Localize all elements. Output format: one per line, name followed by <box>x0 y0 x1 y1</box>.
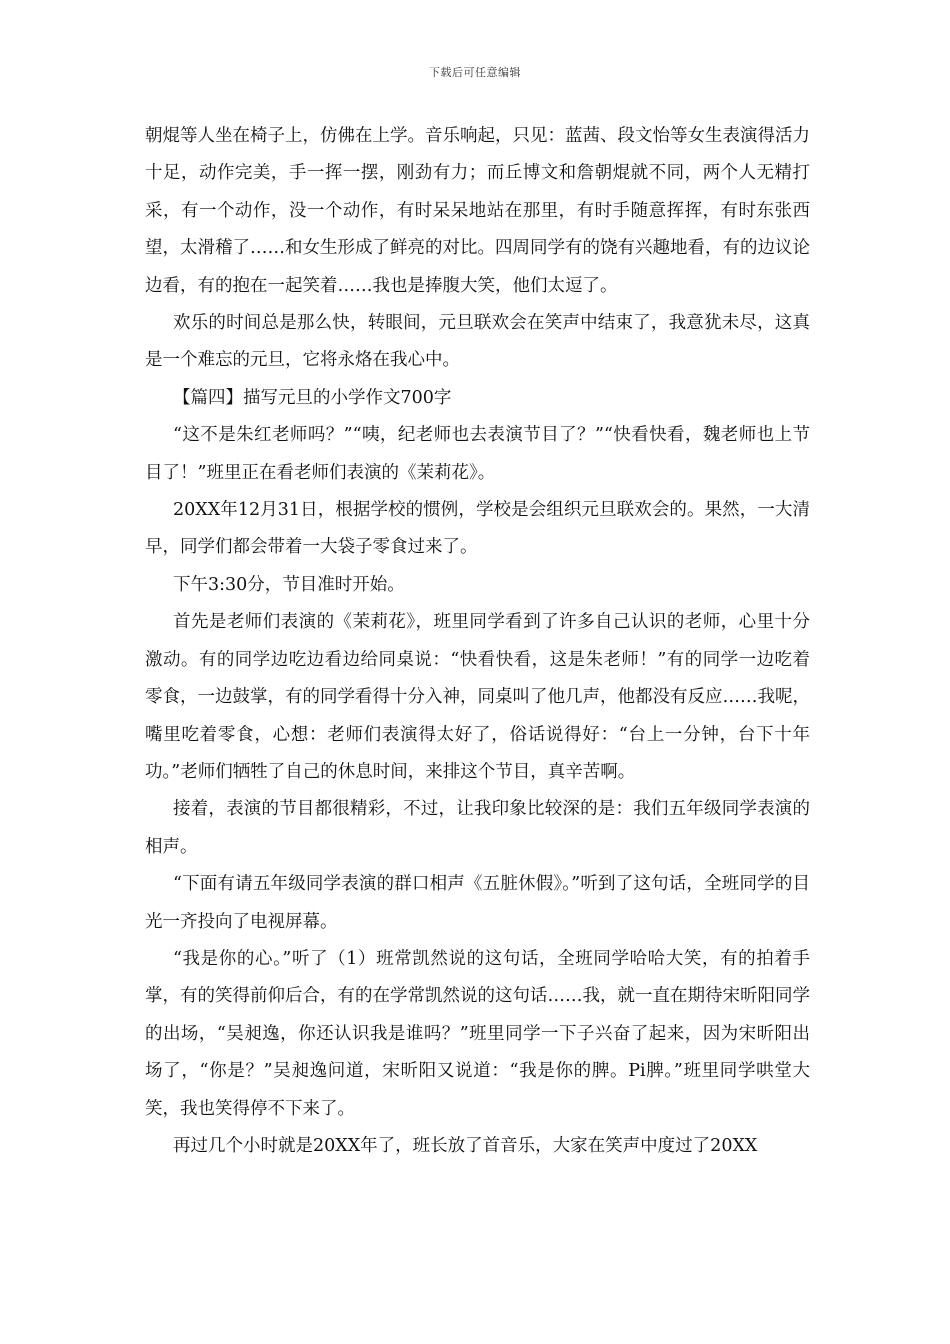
heading-label: 篇四 <box>190 387 226 408</box>
heading-bracket-close: 】 <box>225 387 243 408</box>
paragraph: “这不是朱红老师吗？”“咦，纪老师也去表演节目了？”“快看快看，魏老师也上节目了！”班里正在看老师们表演的《茉莉花》。 <box>145 425 810 483</box>
heading-title: 描写元旦的小学作文700字 <box>243 387 452 408</box>
section-heading <box>145 380 810 417</box>
paragraph: 接着，表演的节目都很精彩，不过，让我印象比较深的是：我们五年级同学表演的相声。 <box>145 799 810 857</box>
heading-bracket-open: 【 <box>173 387 191 408</box>
paragraph: 再过几个小时就是20XX年了，班长放了首音乐，大家在笑声中度过了20XX <box>173 1135 758 1156</box>
paragraph: 首先是老师们表演的《茉莉花》，班里同学看到了许多自己认识的老师，心里十分激动。有的同学边吃边看边给同桌说：“快看快看，这是朱老师！”有的同学一边吃着零食，一边鼓掌，有的同学看得十分入神，同桌叫了他几声，他都没有反应……我呢，嘴里吃着零食，心想：老师们表演得太好了，俗话说得好：“台上一分钟，台下十年功。”老师们牺牲了自己的休息时间，来排这个节目，真辛苦啊。 <box>145 612 810 782</box>
paragraph: 欢乐的时间总是那么快，转眼间，元旦联欢会在笑声中结束了，我意犹未尽，这真是一个难忘的元旦，它将永烙在我心中。 <box>145 313 810 371</box>
paragraph: “我是你的心。”听了（1）班常凯然说的这句话，全班同学哈哈大笑，有的拍着手掌，有的笑得前仰后合，有的在学常凯然说的这句话……我，就一直在期待宋昕阳同学的出场，“吴昶逸，你还认识我是谁吗？”班里同学一下子兴奋了起来，因为宋昕阳出场了，“你是？”吴昶逸问道，宋昕阳又说道：“我是你的脾。Pi脾。”班里同学哄堂大笑，我也笑得停不下来了。 <box>145 948 810 1119</box>
page-header: 下载后可任意编辑 <box>429 66 521 79</box>
paragraph: 朝焜等人坐在椅子上，仿佛在上学。音乐响起，只见：蓝茜、段文怡等女生表演得活力十足，动作完美，手一挥一摆，刚劲有力；而丘博文和詹朝焜就不同，两个人无精打采，有一个动作，没一个动作，有时呆呆地站在那里，有时手随意挥挥，有时东张西望，太滑稽了……和女生形成了鲜亮的对比。四周同学有的饶有兴趣地看，有的边议论边看，有的抱在一起笑着……我也是捧腹大笑，他们太逗了。 <box>145 126 810 296</box>
paragraph: “下面有请五年级同学表演的群口相声《五脏休假》。”听到了这句话，全班同学的目光一齐投向了电视屏幕。 <box>145 874 810 932</box>
paragraph: 20XX年12月31日，根据学校的惯例，学校是会组织元旦联欢会的。果然，一大清早，同学们都会带着一大袋子零食过来了。 <box>145 500 810 558</box>
document-body <box>145 118 810 1165</box>
paragraph: 下午3:30分，节目准时开始。 <box>173 574 405 595</box>
